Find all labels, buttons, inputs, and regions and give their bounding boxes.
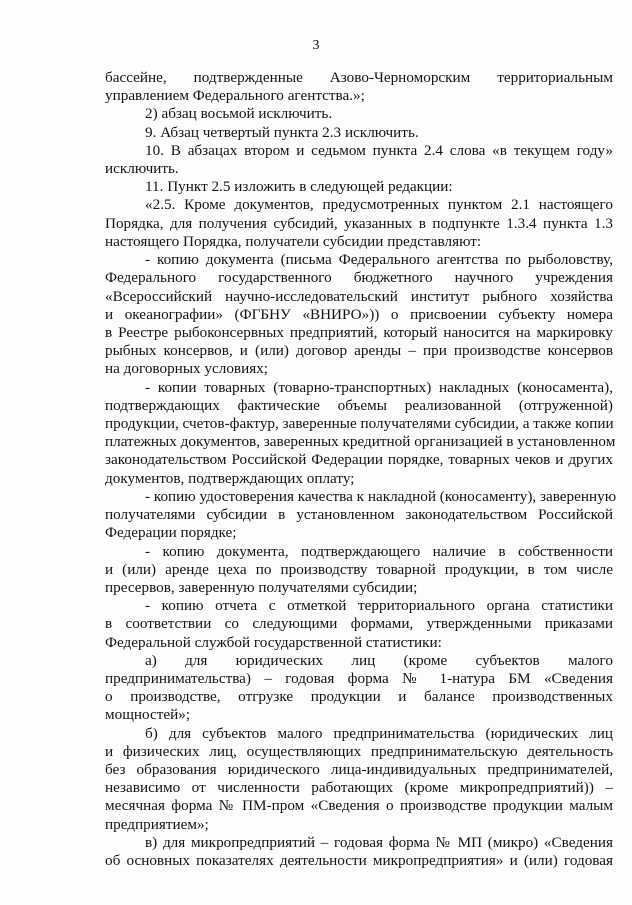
text-line: настоящего Порядка, получатели субсидии представляют: [105,233,482,250]
text-line: - копию удостоверения качества к накладной (коносаменту), заверенную [145,488,617,505]
text-line: предпринимательства) – годовая форма № 1-натура БМ «Сведения [105,670,613,687]
text-line: и физических лиц, осуществляющих предпринимательскую деятельность [105,743,613,760]
text-line: исключить. [105,160,179,177]
text-line: 9. Абзац четвертый пункта 2.3 исключить. [145,124,419,141]
text-line: о производстве, отгрузке продукции и балансе производственных [105,688,613,705]
text-line: независимо от численности работающих (кроме микропредприятий)) – [105,779,613,796]
text-line: - копию документа (письма Федерального агентства по рыболовству, [145,251,613,268]
text-line: без образования юридического лица-индивидуальных предпринимателей, [105,761,613,778]
text-line: Федерации порядке; [105,524,237,541]
text-line: подтверждающих фактические объемы реализованной (отгруженной) [105,397,613,414]
text-line: и (или) аренде цеха по производству товарной продукции, в том числе [105,561,613,578]
text-line: пресервов, заверенную получателями субсидии; [105,579,418,596]
text-line: бассейне, подтвержденные Азово-Черноморским территориальным [105,69,613,86]
text-line: документов, подтверждающих оплату; [105,470,355,487]
text-line: а) для юридических лиц (кроме субъектов малого [145,652,613,669]
text-line: мощностей»; [105,706,191,723]
text-line: б) для субъектов малого предпринимательства (юридических лиц [145,725,613,742]
text-line: - копии товарных (товарно-транспортных) накладных (коносамента), [145,379,613,396]
text-line: Порядка, для получения субсидий, указанных в подпункте 1.3.4 пункта 1.3 [105,215,613,232]
text-line: продукции, счетов-фактур, заверенные получателями субсидии, а также копии [105,415,614,432]
text-line: получателями субсидии в установленном законодательством Российской [105,506,613,523]
text-line: об основных показателях деятельности микропредприятия» и (или) годовая [105,852,613,869]
text-line: Федерального государственного бюджетного научного учреждения [105,269,613,286]
text-line: предприятием»; [105,816,209,833]
page-number: 3 [312,38,320,53]
text-line: в Реестре рыбоконсервных предприятий, который наносится на маркировку [105,324,613,341]
text-line: «Всероссийский научно-исследовательский институт рыбного хозяйства [105,288,613,305]
text-line: - копию отчета с отметкой территориального органа статистики [145,597,613,614]
text-line: и океанографии» (ФГБНУ «ВНИРО»)) о присвоении субъекту номера [105,306,613,323]
text-line: на договорных условиях; [105,360,269,377]
text-line: управлением Федерального агентства.»; [105,87,365,104]
text-line: платежных документов, заверенных кредитной организацией в установленном [105,433,616,450]
text-line: законодательством Российской Федерации порядке, товарных чеков и других [105,451,613,468]
text-line: рыбных консервов, и (или) договор аренды – при производстве консервов [105,342,613,359]
text-line: 11. Пункт 2.5 изложить в следующей редакции: [145,178,453,195]
text-line: - копию документа, подтверждающего наличие в собственности [145,543,613,560]
text-line: 2) абзац восьмой исключить. [145,105,333,122]
text-line: Федеральной службой государственной статистики: [105,634,442,651]
text-line: в соответствии со следующими формами, утвержденными приказами [105,615,613,632]
text-line: месячная форма № ПМ-пром «Сведения о производстве продукции малым [105,797,613,814]
text-line: в) для микропредприятий – годовая форма № МП (микро) «Сведения [145,834,613,851]
text-line: 10. В абзацах втором и седьмом пункта 2.4 слова «в текущем году» [145,142,613,159]
text-line: «2.5. Кроме документов, предусмотренных пунктом 2.1 настоящего [145,196,613,213]
